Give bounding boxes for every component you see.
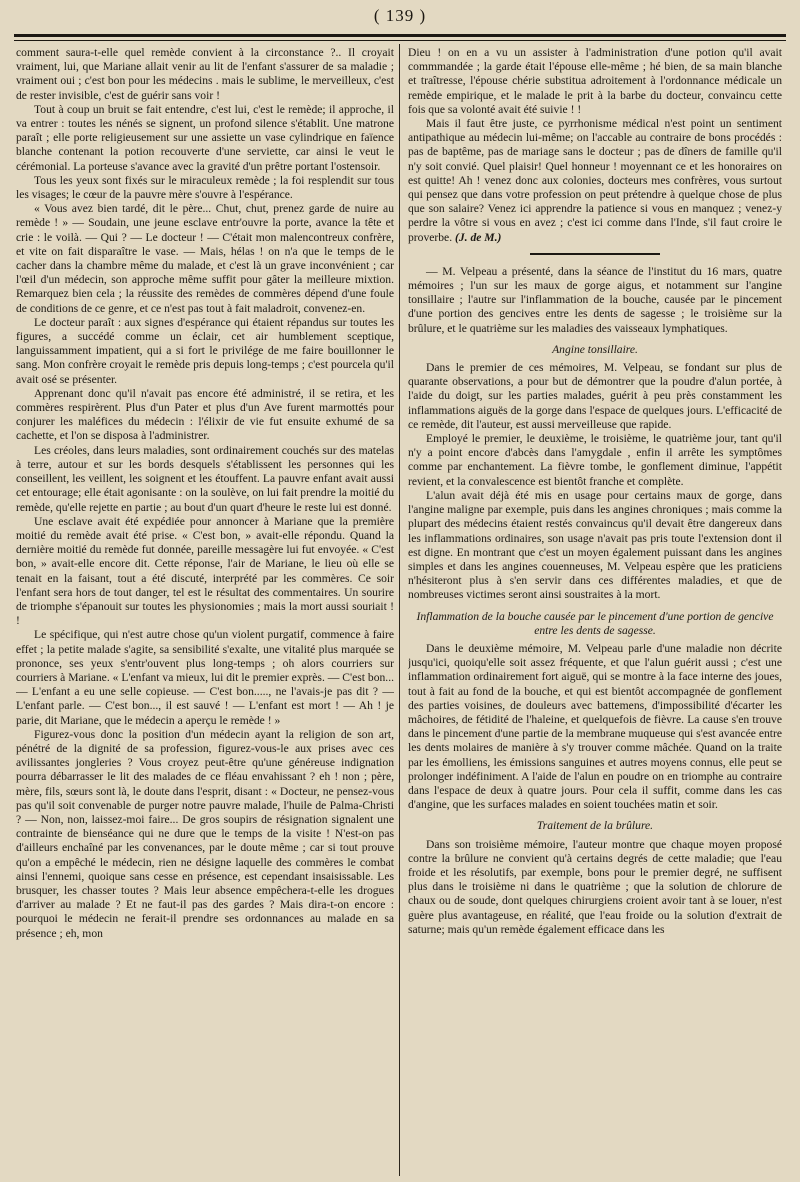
paragraph xyxy=(408,117,782,245)
paragraph: Dieu ! on en a vu un assister à l'administration d'une potion qu'il avait commmandée ; la garde était l'épouse elle-même ; hé bien, de sa main blanche et traîtresse, l'épouse chérie substitua adroitement à l'ordonnance médicale un remède empirique, et le malade le prit à la barbe du docteur, convaincu cette fois que sa volonté avait été suivie ! ! xyxy=(408,46,782,116)
paragraph: L'alun avait déjà été mis en usage pour certains maux de gorge, dans l'angine maligne par exemple, puis dans les angines chroniques ; mais comme la plupart des médecins étaient restés convaincus qu'il devait être dangereux dans les inflammations ordinaires, son usage n'avait pas pris toute l'extension dont il est digne. En montrant que c'est un moyen également puissant dans les angines simples et dans les angines couenneuses, M. Velpeau espère que les praticiens n'hésiteront plus à s'en servir dans ces différentes maladies, et que de nombreuses victimes seront ainsi soustraites à la mort. xyxy=(408,488,782,602)
paragraph: Dans son troisième mémoire, l'auteur montre que chaque moyen proposé contre la brûlure ne convient qu'à certains degrés de cette maladie; que l'eau froide et les résolutifs, par exemple, bons pour le premier degré, ne suffisent plus dans le troisième ni dans le quatrième ; que la solution de chlorure de chaux ou de soude, dont quelques chirurgiens croient avoir tant à se louer, n'est guère plus avantageuse, en réalité, que l'eau froide ou la solution d'extrait de saturne; mais qu'un remède également efficace dans les xyxy=(408,837,782,936)
paragraph: Le spécifique, qui n'est autre chose qu'un violent purgatif, commence à faire effet ; la petite malade s'agite, sa sensibilité s'exalte, une vitalité plus marquée se prononce, ses yeux s'entr'ouvent plus long-temps ; oh alors courriers sur courriers à Mariane. « L'enfant va mieux, lui dit le premier exprès. — C'est bon... — L'enfant a eu une selle copieuse. — C'est bon....., ne l'avais-je pas dit ? — L'enfant parle. — C'est bon..., il est sauvé ! — L'enfant est mort ! — Ah ! je parie, dit Mariane, que le médecin a aperçu le remède ! » xyxy=(16,628,394,727)
paragraph: « Vous avez bien tardé, dit le père... Chut, chut, prenez garde de nuire au remède ! » — Soudain, une jeune esclave entr'ouvre la porte, avance la tête et crie : le voilà. — Qui ? — Le docteur ! — C'était mon malencontreux confrère, et vite on fait disparaître le vase. — Mais, hélas ! on n'a que le temps de le cacher dans la chambre même du malade, et c'est là un grave inconvénient ; car l'œil d'un médecin, son approche même suffit pour gâter la meilleure mixtion. Remarquez bien cela ; la réussite des remèdes de commères dépend d'une foule de conditions de ce genre, et ce n'est pas tout à fait maladroit, convenez-en. xyxy=(16,202,394,315)
paragraph: Dans le deuxième mémoire, M. Velpeau parle d'une maladie non décrite jusqu'ici, quoiqu'elle soit assez fréquente, et que l'alun guérit aussi ; c'est une inflammation ordinairement fort aiguë, qui se montre à la face interne des joues, tout à fait au fond de la bouche, et qui est bientôt accompagnée de gonflement des parties voisines, de douleurs avec battemens, d'impossibilité d'écarter les mâchoires, de fétidité de l'haleine, et quelquefois de fièvre. La cause s'en trouve dans le pincement d'une partie de la membrane muqueuse qui s'est avancée entre les dents molaires de manière à s'y trouver comme mâchée. Quand on la traite par les émolliens, les émissions sanguines et autres moyens connus, elle peut se prolonger indéfiniment. A l'aide de l'alun en poudre on en triomphe au contraire dans l'espace de deux à quatre jours. Pour cela il suffit, comme dans les cas d'angine, que les surfaces malades en soient touchées matin et soir. xyxy=(408,641,782,812)
paragraph: comment saura-t-elle quel remède convient à la circonstance ?.. Il croyait vraiment, lui, que Mariane allait venir au lit de l'enfant s'assurer de sa maladie ; vraiment oui ; c'est bon pour les médecins . mais le sublime, le merveilleux, c'est de rester invisible, c'est de guérir sans voir ! xyxy=(16,46,394,102)
right-column xyxy=(408,46,782,1176)
header-rule-thin xyxy=(14,40,786,41)
paragraph-text: Mais il faut être juste, ce pyrrhonisme médical n'est point un sentiment antipathique au médecin lui-même; on l'accable au contraire de bons procédés : pas de baptême, pas de mariage sans le docteur ; pas de dîners de famille qu'il n'y soit convié. Quel plaisir! Quel honneur ! moyennant ce et les honoraires on est quitte! Ah ! venez donc aux colonies, docteurs mes confrères, vous surtout qui pensez que dans votre profession on peut prétendre à quelque chose de plus que son salaire? Venez ici apprendre la patience si vous en manquez ; venez-y perdre la vôtre si vous en avez ; c'est ici comme dans l'Inde, s'il faut croire le proverbe. xyxy=(408,117,782,244)
paragraph: Une esclave avait été expédiée pour annoncer à Mariane que la première moitié du remède avait été prise. « C'est bon, » avait-elle répondu. Quand la dernière moitié du remède fut donnée, pareille messagère lui fut envoyée. « C'est bon, » avait-elle encore dit. Cette réponse, l'air de Mariane, le lieu où elle se tenait en la faisant, tout a été discuté, interprété par les commères. Ce soir l'enfant sera hors de tout danger, tel est le résultat des commentaires. Un sourire de triomphe s'épanouit sur toutes les physionomies ; mais la mort aussi souriait ! ! xyxy=(16,514,394,628)
paragraph: Figurez-vous donc la position d'un médecin ayant la religion de son art, pénétré de la dignité de sa profession, figurez-vous-le aux prises avec ces avilissantes jongleries ? Vous croyez peut-être qu'une généreuse indignation pourra débarrasser le lit des malades de ce fléau envahissant ? eh ! non ; père, mère, fils, sœurs sont là, le doute dans l'esprit, disant : « Docteur, ne pensez-vous pas qu'il soit convenable de purger notre pauvre malade, l'huile de Palma-Christi ? — Non, non, laissez-moi faire... De gros soupirs de résignation signalent une contrainte de bienséance qui ne dure que le temps de la visite ! N'est-on pas d'ailleurs enchaîné par les convenances, par le doute même ; car si tout prouve qu'on a empêché le médecin, rien ne désigne laquelle des commères le combat ainsi l'ennemi, quoique sans cesse en présence, est cependant insaisissable. Les brusquer, les chasser toutes ? Mais leur absence empêchera-t-elle les drogues d'arriver au malade ? Et ne faut-il pas des gardes ? Mais dira-t-on encore : pourquoi le médecin ne ferait-il prendre ses ordonnances au malade en sa présence ; eh, mon xyxy=(16,727,394,940)
column-divider xyxy=(399,44,400,1176)
section-separator xyxy=(530,253,660,255)
paragraph: Tout à coup un bruit se fait entendre, c'est lui, c'est le remède; il approche, il va entrer : toutes les nénés se signent, un profond silence s'établit. Une matrone paraît ; elle porte religieusement sur une assiette un vase cylindrique en faïence blanche contenant la potion recouverte d'une serviette, car ainsi le veut le cérémonial. La porteuse s'avance avec la gravité d'un prêtre portant l'ostensoir. xyxy=(16,102,394,173)
paragraph: Dans le premier de ces mémoires, M. Velpeau, se fondant sur plus de quarante observations, a pour but de démontrer que la poudre d'alun portée, à l'aide du doigt, sur les parties malades, guérit à peu près constamment les inflammations aiguës de la gorge dans l'espace de quelques jours. L'efficacité de ce remède, dit l'auteur, est aussi merveilleuse que rapide. xyxy=(408,361,782,431)
paragraph: Le docteur paraît : aux signes d'espérance qui étaient répandus sur toutes les figures, a succédé comme un éclair, cet air humblement sceptique, languissamment impatient, qui a si fort le privilége de me faire bouillonner le sang. Mon confrère croyait le remède pris depuis long-temps ; c'est pourcela qu'il avait osé se présenter. xyxy=(16,315,394,386)
header-rule xyxy=(14,34,786,37)
section-heading-brulure: Traitement de la brûlure. xyxy=(536,819,654,833)
paragraph: Apprenant donc qu'il n'avait pas encore été administré, il se retira, et les commères respirèrent. Plus d'un Pater et plus d'un Ave furent marmottés pour conjurer les maléfices du médecin : l'élixir de vie fut ensuite exhumé de sa cachette, et l'on se disposa à l'administrer. xyxy=(16,386,394,443)
author-signature: (J. de M.) xyxy=(455,230,502,244)
paragraph: Employé le premier, le deuxième, le troisième, le quatrième jour, tant qu'il n'y a point encore d'abcès dans l'amygdale , enfin il arrête les symptômes comme par enchantement. La fièvre tombe, le gonflement diminue, l'appétit revient, et la convalescence est bientôt franche et complète. xyxy=(408,432,782,488)
paragraph: Les créoles, dans leurs maladies, sont ordinairement couchés sur des matelas à terre, autour et sur les bords desquels s'établissent les personnes qui les conseillent, les veillent, les soignent et les étouffent. La pauvre enfant avait aussi cet entourage; elle était agonisante : on la soulève, on lui fait prendre la moitié du remède, qu'elle rejette en partie ; au bout d'un quart d'heure le reste lui est donné. xyxy=(16,443,394,514)
velpeau-intro: — M. Velpeau a présenté, dans la séance de l'institut du 16 mars, quatre mémoires ; l'un sur les maux de gorge aigus, et notamment sur l'angine tonsillaire ; l'autre sur l'inflammation de la bouche, causée par le pincement d'une portion des gencives entre les dents de sagesse ; le troisième sur la brûlure, et le quatrième sur les maladies des vaisseaux lymphatiques. xyxy=(408,264,782,335)
section-heading-angine: Angine tonsillaire. xyxy=(552,342,638,356)
section-heading-inflammation: Inflammation de la bouche causée par le pincement d'une portion de gencive entre les dents de sagesse. xyxy=(416,609,774,637)
left-column xyxy=(16,46,394,1176)
paragraph: Tous les yeux sont fixés sur le miraculeux remède ; la foi resplendit sur tous les visages; le cœur de la pauvre mère s'ouvre à l'espérance. xyxy=(16,173,394,202)
page-number: ( 139 ) xyxy=(373,6,427,25)
